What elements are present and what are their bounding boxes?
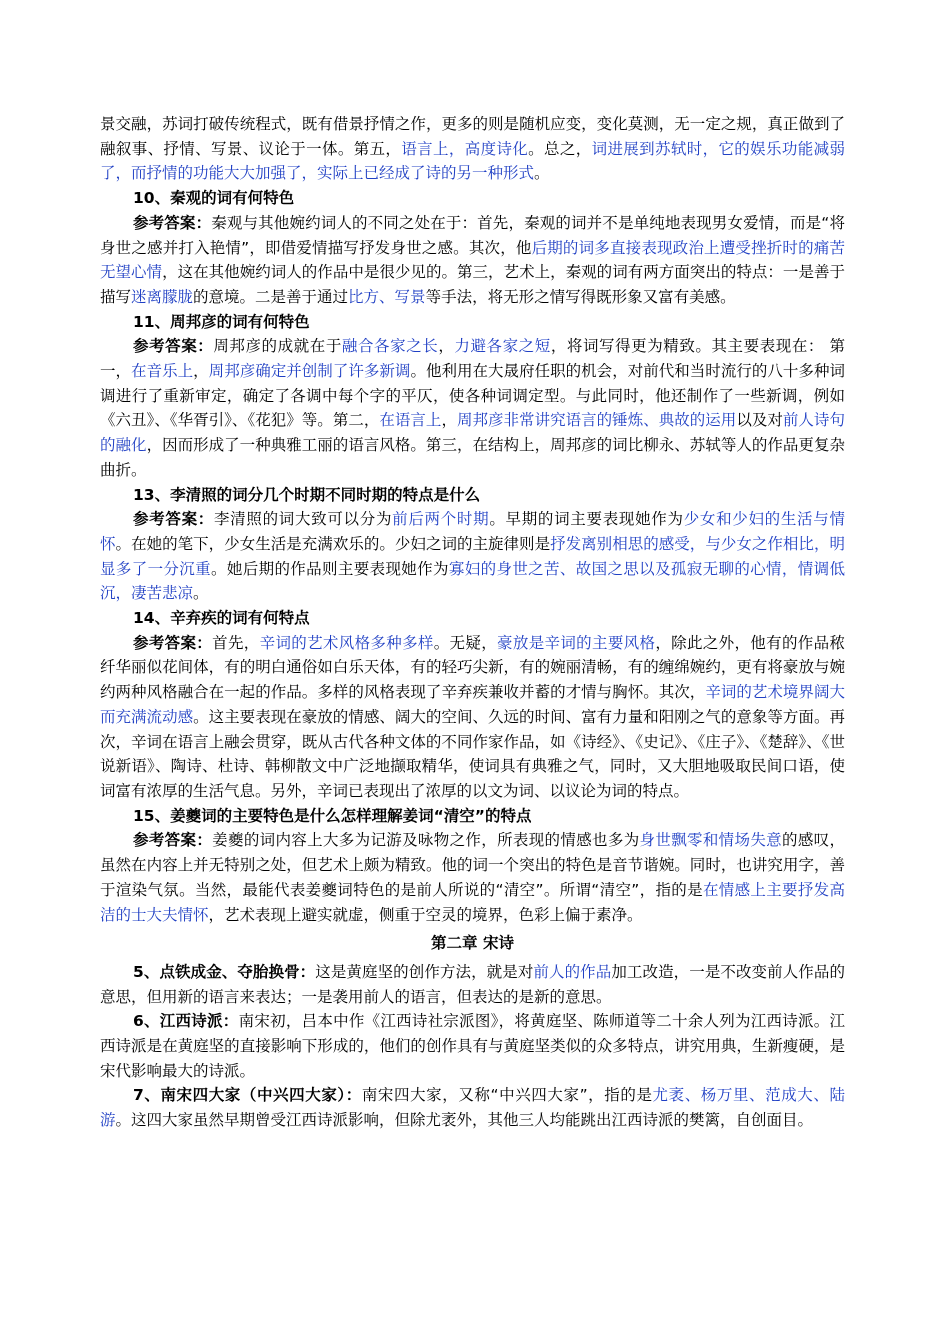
text-run: 周邦彦的成就在于: [213, 337, 342, 356]
highlighted-text: 周邦彦确定并创制了许多新调: [208, 362, 411, 381]
text-run: 的意境。二是善于通过: [193, 287, 349, 306]
text-run: 。总之，: [528, 139, 592, 158]
text-run: 等手法，将无形之情写得既形象又富有美感。: [425, 287, 736, 306]
text-run: 秦观与其他婉约词人的不同之处在于：首先，秦观的词并不是单纯地表现男女爱情，而是“将身世之感并打入艳情”，即借爱情描写抒发身世之感。其次，他: [100, 213, 845, 257]
text-run: 。: [193, 584, 209, 603]
intro-paragraph: [100, 112, 845, 186]
text-run: 首先，: [212, 633, 260, 652]
bold-label: 参考答案：: [133, 831, 213, 850]
highlighted-text: 抒发离别相思的感受，与少女之作相比，明显多了一分沉重: [100, 534, 845, 578]
highlighted-text: 身世飘零和情场失意: [639, 831, 782, 850]
text-run: 姜夔的词内容上大多为记游及咏物之作，所表现的情感也多为: [212, 831, 640, 850]
text-run: 。这主要表现在豪放的情感、阔大的空间、久远的时间、富有力量和阳刚之气的意象等方面。再次，辛词在语言上融会贯穿，既从古代各种文体的不同作家作品，如《诗经》、《史记》、《庄子》、《楚辞》、《世说新语》、陶诗、杜诗、韩柳散文中广泛地撷取精华，使词具有典雅之气，同时，又大胆地吸取民间口语，使词富有浓厚的生活气息。另外，辛词已表现出了浓厚的以文为词、以议论为词的特点。: [100, 707, 845, 800]
highlighted-text: 豪放是辛词的主要风格: [497, 633, 656, 652]
highlighted-text: 尤袤、杨万里、范成大、陆游: [100, 1086, 845, 1130]
text-run: ，: [438, 337, 455, 356]
text-run: 。她后期的作品则主要表现她作为: [211, 559, 449, 578]
text-run: 。: [534, 164, 550, 183]
highlighted-text: 周邦彦非常讲究语言的锤炼、典故的运用: [456, 411, 737, 430]
text-run: 。早期的词主要表现她作为: [489, 510, 684, 529]
highlighted-text: 在情感上主要抒发高洁的士大夫情怀: [100, 880, 845, 924]
text-run: 。他利用在大晟府任职的机会，对前代和当时流行的八十多种词调进行了重新审定，确定了各调中每个字的平仄，使各种词调定型。与此同时，他还制作了一些新调，例如《六丑》、《华胥引》、《花犯》等。第二，: [100, 362, 845, 430]
bold-label: 参考答案：: [133, 213, 212, 232]
question-10: 10、秦观的词有何特色: [133, 189, 295, 208]
text-run: 。在她的笔下，少女生活是充满欢乐的。少妇之词的主旋律则是: [115, 534, 551, 553]
text-run: 南宋四大家，又称“中兴四大家”，指的是: [361, 1086, 653, 1105]
term-6: [100, 1009, 845, 1083]
highlighted-text: 在音乐上: [131, 362, 194, 381]
highlighted-text: 前人诗句的融化: [100, 411, 845, 455]
highlighted-text: 迷离朦胧: [131, 287, 194, 306]
text-run: ，: [441, 411, 457, 430]
answer-13: [100, 507, 845, 606]
highlighted-text: 后期的词多直接表现政治上遭受挫折时的痛苦无望心情: [100, 238, 845, 282]
highlighted-text: 辛词的艺术风格多种多样: [259, 633, 434, 652]
highlighted-text: 词进展到苏轼时，它的娱乐功能减弱了，而抒情的功能大大加强了，实际上已经成了诗的另一种形式: [100, 139, 845, 183]
term-5: [100, 960, 845, 1009]
highlighted-text: 融合各家之长: [341, 337, 439, 356]
answer-14: [100, 631, 845, 804]
answer-15: [100, 828, 845, 927]
answer-10: [100, 211, 845, 310]
bold-label: 参考答案：: [133, 510, 214, 529]
text-run: ，除此之外，他有的作品秾纤华丽似花间体，有的明白通俗如白乐天体，有的轻巧尖新，有的婉丽清畅，有的缠绵婉约，更有将豪放与婉约两种风格融合在一起的作品。多样的风格表现了辛弃疾兼收并蓄的才情与胸怀。其次，: [100, 633, 845, 702]
highlighted-text: 辛词的艺术境界阔大而充满流动感: [100, 683, 845, 726]
text-run: 加工改造，一是不改变前人作品的意思，但用新的语言来表达；一是袭用前人的语言，但表达的是新的意思。: [100, 962, 845, 1006]
bold-label: 6、江西诗派：: [133, 1012, 239, 1031]
question-15: 15、姜夔词的主要特色是什么怎样理解姜词“清空”的特点: [133, 806, 532, 825]
highlighted-text: 在语言上: [379, 411, 442, 430]
text-run: ，因而形成了一种典雅工丽的语言风格。第三，在结构上，周邦彦的词比柳永、苏轼等人的作品更复杂曲折。: [100, 436, 845, 479]
answer-11: [100, 334, 845, 482]
term-7: [100, 1083, 845, 1132]
bold-label: 参考答案：: [133, 633, 213, 652]
text-run: ，: [193, 362, 209, 381]
chapter-heading: 第二章 宋诗: [431, 934, 514, 953]
highlighted-text: 语言上，高度诗化: [401, 139, 529, 158]
question-13: 13、李清照的词分几个时期不同时期的特点是什么: [133, 485, 481, 504]
highlighted-text: 比方、写景: [348, 287, 426, 306]
text-run: 。无疑，: [433, 633, 498, 652]
bold-label: 7、南宋四大家（中兴四大家）：: [133, 1086, 362, 1105]
text-run: 这是黄庭坚的创作方法，就是对: [315, 962, 534, 981]
text-run: ，艺术表现上避实就虚，侧重于空灵的境界，色彩上偏于素净。: [208, 905, 643, 924]
text-run: ，这在其他婉约词人的作品中是很少见的。第三，艺术上，秦观的词有两方面突出的特点：一是善于描写: [100, 263, 845, 306]
text-run: ，将词写得更为精致。其主要表现在： 第一，: [100, 337, 845, 381]
highlighted-text: 前人的作品: [533, 962, 612, 981]
highlighted-text: 少女和少妇的生活与情怀: [100, 510, 845, 553]
question-14: 14、辛弃疾的词有何特点: [133, 609, 310, 628]
text-run: 南宋初，吕本中作《江西诗社宗派图》，将黄庭坚、陈师道等二十余人列为江西诗派。江西诗派是在黄庭坚的直接影响下形成的，他们的创作具有与黄庭坚类似的众多特点，讲究用典，生新瘦硬，是宋代影响最大的诗派。: [100, 1012, 845, 1080]
text-run: 。这四大家虽然早期曾受江西诗派影响，但除尤袤外，其他三人均能跳出江西诗派的樊篱，自创面目。: [115, 1111, 814, 1130]
text-run: 景交融，苏词打破传统程式，既有借景抒情之作，更多的则是随机应变，变化莫测，无一定之规，真正做到了融叙事、抒情、写景、议论于一体。第五，: [100, 115, 845, 158]
bold-label: 参考答案：: [133, 337, 214, 356]
highlighted-text: 前后两个时期: [392, 510, 490, 529]
bold-label: 5、点铁成金、夺胎换骨：: [133, 962, 316, 981]
text-run: 李清照的词大致可以分为: [213, 510, 393, 529]
text-run: 的感叹，虽然在内容上并无特别之处，但艺术上颇为精致。他的词一个突出的特色是音节谐婉。同时，也讲究用字，善于渲染气氛。当然，最能代表姜夔词特色的是前人所说的“清空”。所谓“清空”，指的是: [100, 831, 845, 899]
question-11: 11、周邦彦的词有何特色: [133, 312, 310, 331]
highlighted-text: 力避各家之短: [454, 337, 551, 356]
document-page: [100, 112, 845, 1133]
highlighted-text: 寡妇的身世之苦、故国之思以及孤寂无聊的心情，情调低沉，凄苦悲凉: [100, 559, 845, 603]
text-run: 以及对: [736, 411, 783, 430]
